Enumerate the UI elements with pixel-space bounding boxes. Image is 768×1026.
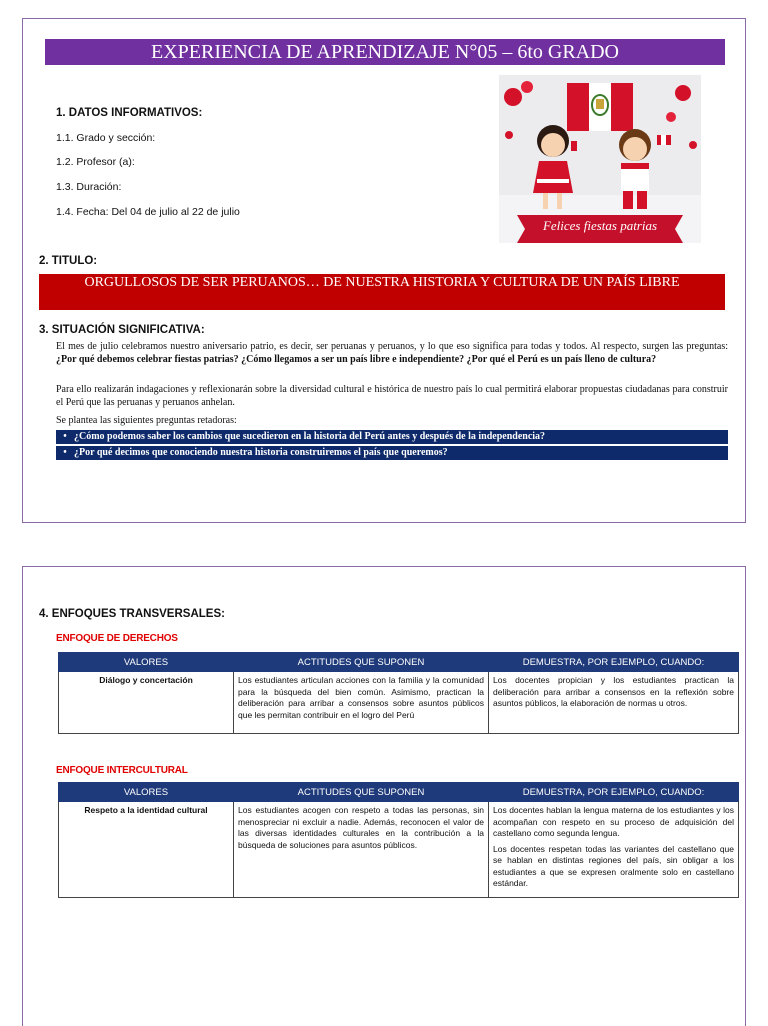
demuestra-text: Los docentes propician y los estudiantes practican la deliberación para arribar a consensos en la reflexión sobre asuntos públicos, la elaboración de normas u otros.: [493, 675, 734, 708]
bullet-marker: •: [63, 447, 67, 458]
info-fecha: 1.4. Fecha: Del 04 de julio al 22 de julio: [56, 206, 240, 218]
table-row: [59, 802, 739, 898]
column-valores: VALORES: [59, 783, 234, 802]
actitud-cell: Los estudiantes acogen con respeto a todas las personas, sin menospreciar ni excluir a nadie. Además, reconocen el valor de las diversas identidades culturales en la contribución a la búsqueda de soluciones para asuntos públicos.: [234, 802, 489, 898]
fiestas-patrias-banner: [499, 75, 701, 243]
document-title: EXPERIENCIA DE APRENDIZAJE N°05 – 6to GRADO: [45, 39, 725, 65]
info-grado: 1.1. Grado y sección:: [56, 132, 156, 144]
column-demuestra: DEMUESTRA, POR EJEMPLO, CUANDO:: [489, 783, 739, 802]
derechos-table: [58, 652, 739, 734]
column-actitudes: ACTITUDES QUE SUPONEN: [234, 653, 489, 672]
info-duracion: 1.3. Duración:: [56, 181, 122, 193]
enfoque-derechos-title: ENFOQUE DE DERECHOS: [56, 633, 178, 644]
table-header-row: [59, 653, 739, 672]
column-demuestra: DEMUESTRA, POR EJEMPLO, CUANDO:: [489, 653, 739, 672]
page-1: [22, 18, 746, 523]
bullet-marker: •: [63, 431, 67, 442]
reto-text: ¿Cómo podemos saber los cambios que sucedieron en la historia del Perú antes y después de la independencia?: [74, 431, 546, 442]
valor-cell: Diálogo y concertación: [59, 672, 234, 734]
situacion-paragraph-1: [56, 341, 728, 366]
valor-cell: Respeto a la identidad cultural: [59, 802, 234, 898]
datos-heading: 1. DATOS INFORMATIVOS:: [56, 107, 203, 119]
table-row: [59, 672, 739, 734]
actitud-cell: Los estudiantes articulan acciones con la familia y la comunidad para la búsqueda del bien común. Asimismo, practican la deliberación para arribar a consensos sobre asuntos públicos que les permitan contribuir en el logro del Perú: [234, 672, 489, 734]
titulo-banner: ORGULLOSOS DE SER PERUANOS… DE NUESTRA HISTORIA Y CULTURA DE UN PAÍS LIBRE: [39, 274, 725, 310]
table-header-row: [59, 783, 739, 802]
situacion-intro: El mes de julio celebramos nuestro aniversario patrio, es decir, ser peruanas y peruanos, y lo que eso significa para todas y todos. Al respecto, surgen las preguntas:: [56, 341, 728, 352]
situacion-heading: 3. SITUACIÓN SIGNIFICATIVA:: [39, 324, 205, 336]
reto-question-1: [56, 430, 728, 444]
demuestra-cell: [489, 672, 739, 734]
column-actitudes: ACTITUDES QUE SUPONEN: [234, 783, 489, 802]
page-2: [22, 566, 746, 1026]
demuestra-text: Los docentes respetan todas las variantes del castellano que se hablan en distintas regiones del país, sin obligar a los estudiantes a que se expresen oralmente solo en castellano estándar.: [493, 843, 734, 888]
titulo-heading: 2. TITULO:: [39, 255, 98, 267]
situacion-questions: ¿Por qué debemos celebrar fiestas patrias? ¿Cómo llegamos a ser un país libre e independiente? ¿Por qué el Perú es un país lleno de cultura?: [56, 353, 657, 365]
demuestra-cell: [489, 802, 739, 898]
demuestra-text: Los docentes hablan la lengua materna de los estudiantes y los acompañan con respeto en su proceso de adquisición del castellano como segunda lengua.: [493, 805, 734, 838]
reto-question-2: [56, 446, 728, 460]
enfoque-intercultural-title: ENFOQUE INTERCULTURAL: [56, 765, 188, 776]
column-valores: VALORES: [59, 653, 234, 672]
enfoques-heading: 4. ENFOQUES TRANSVERSALES:: [39, 608, 225, 620]
info-profesor: 1.2. Profesor (a):: [56, 156, 135, 168]
banner-caption: Felices fiestas patrias: [542, 218, 658, 233]
reto-text: ¿Por qué decimos que conociendo nuestra historia construiremos el país que queremos?: [74, 447, 448, 458]
situacion-paragraph-3: Se plantea las siguientes preguntas retadoras:: [56, 415, 237, 426]
situacion-paragraph-2: Para ello realizarán indagaciones y reflexionarán sobre la diversidad cultural e histórica de nuestro país lo cual permitirá elaborar propuestas ciudadanas para construir el Perú que las peruanas y peruanos anhelan.: [56, 384, 728, 408]
intercultural-table: [58, 782, 739, 898]
